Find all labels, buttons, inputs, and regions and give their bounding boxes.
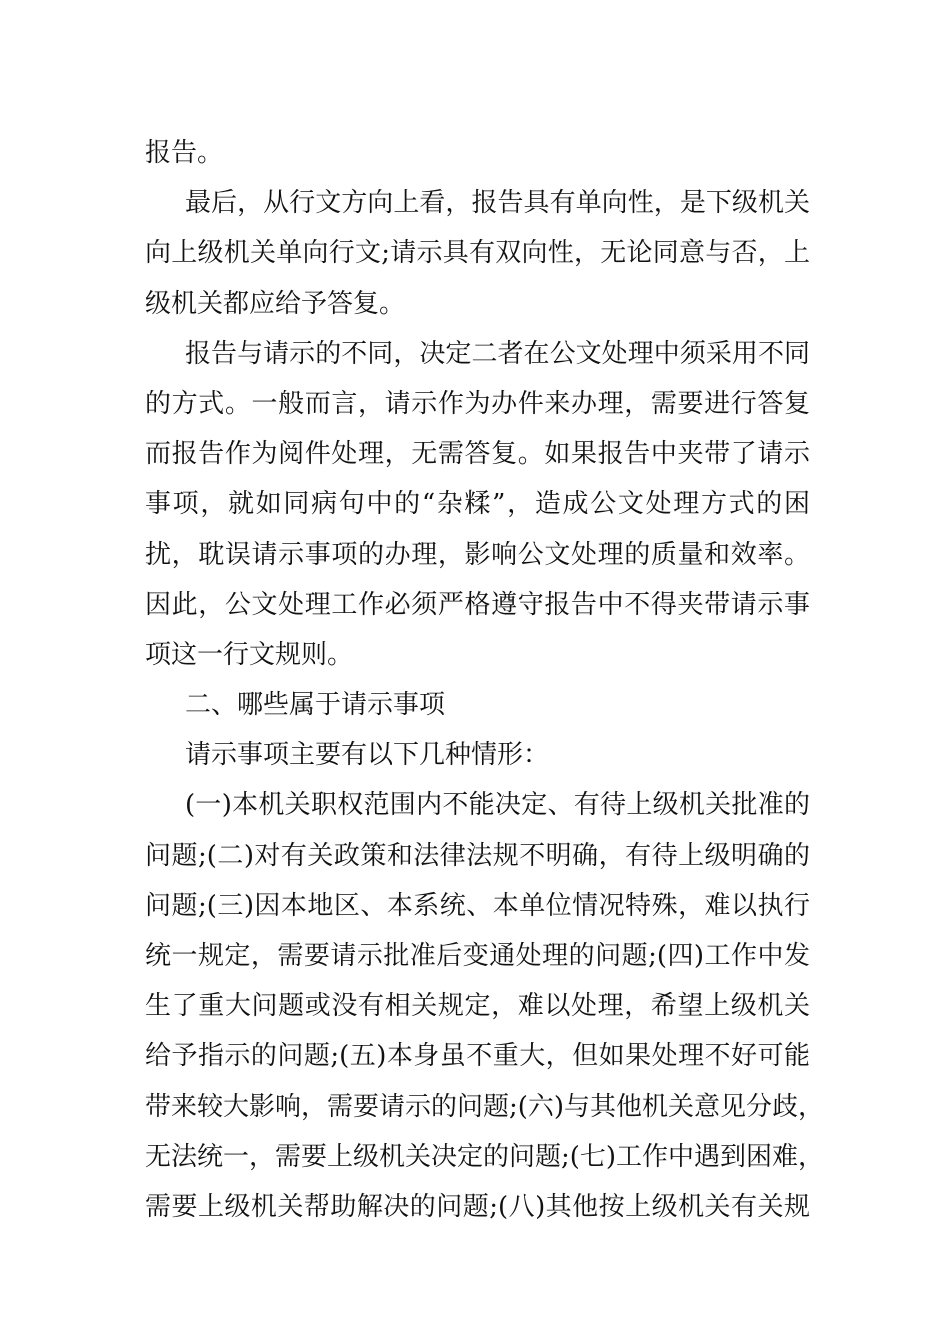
- text-line: 问题;(三)因本地区、本系统、本单位情况特殊，难以执行: [145, 890, 810, 921]
- text-line: 报告与请示的不同，决定二者在公文处理中须采用不同: [185, 338, 810, 369]
- text-line: 请示事项主要有以下几种情形：: [185, 740, 550, 771]
- text-line: (一)本机关职权范围内不能决定、有待上级机关批准的: [185, 790, 810, 821]
- text-line: 带来较大影响，需要请示的问题;(六)与其他机关意见分歧，: [145, 1091, 825, 1122]
- text-line: 问题;(二)对有关政策和法律法规不明确，有待上级明确的: [145, 840, 810, 871]
- text-line: 因此，公文处理工作必须严格遵守报告中不得夹带请示事: [145, 589, 810, 620]
- text-line: 项这一行文规则。: [145, 639, 354, 670]
- text-line: 的方式。一般而言，请示作为办件来办理，需要进行答复: [145, 388, 810, 419]
- text-line: 级机关都应给予答复。: [145, 288, 406, 319]
- text-line: 事项，就如同病句中的“杂糅”，造成公文处理方式的困: [145, 489, 810, 520]
- text-line: 给予指示的问题;(五)本身虽不重大，但如果处理不好可能: [145, 1041, 810, 1072]
- body-text: [145, 128, 825, 1232]
- text-line: 无法统一，需要上级机关决定的问题;(七)工作中遇到困难，: [145, 1141, 825, 1172]
- text-line: 而报告作为阅件处理，无需答复。如果报告中夹带了请示: [145, 439, 810, 470]
- text-line: 扰，耽误请示事项的办理，影响公文处理的质量和效率。: [145, 539, 810, 570]
- text-line: 向上级机关单向行文;请示具有双向性，无论同意与否，上: [145, 238, 810, 269]
- text-line: 最后，从行文方向上看，报告具有单向性，是下级机关: [185, 188, 810, 219]
- text-line: 统一规定，需要请示批准后变通处理的问题;(四)工作中发: [145, 941, 810, 971]
- text-line: 需要上级机关帮助解决的问题;(八)其他按上级机关有关规: [145, 1191, 810, 1222]
- text-line: 生了重大问题或没有相关规定，难以处理，希望上级机关: [145, 991, 810, 1022]
- text-line: 报告。: [145, 138, 224, 168]
- text-line: 二、哪些属于请示事项: [185, 690, 446, 721]
